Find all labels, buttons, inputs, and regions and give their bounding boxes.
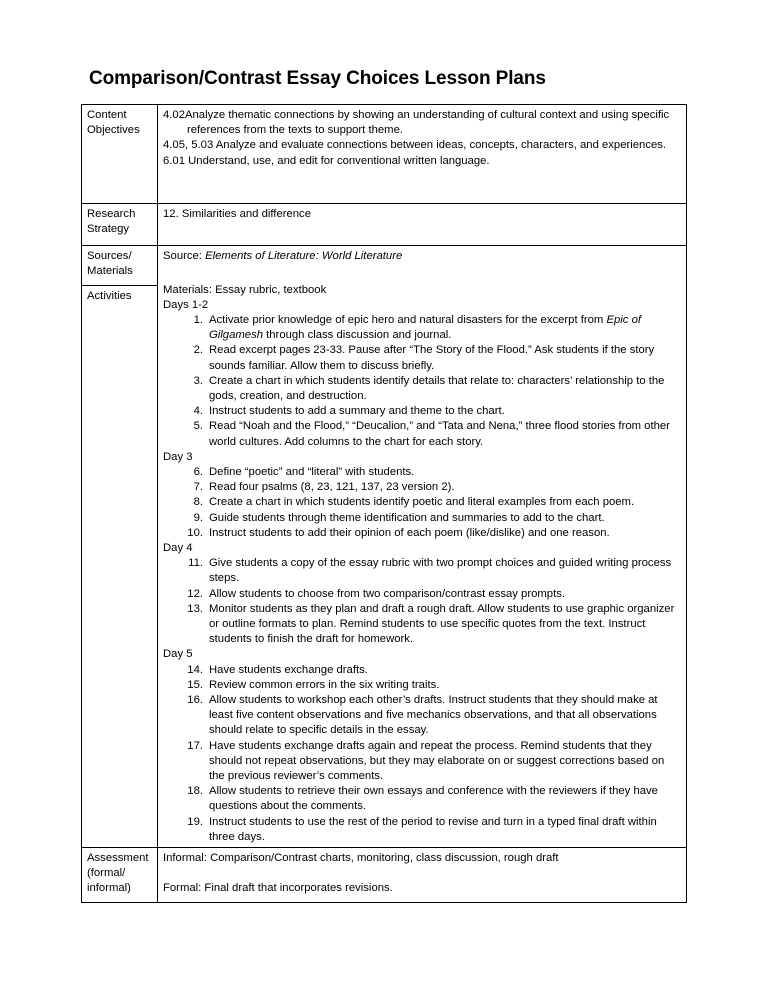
- step-text: Read four psalms (8, 23, 121, 137, 23 version 2).: [209, 481, 455, 494]
- objective-item: 4.05, 5.03 Analyze and evaluate connections between ideas, concepts, characters, and experiences.: [163, 139, 667, 152]
- step-text: Instruct students to add their opinion of each poem (like/dislike) and one reason.: [209, 526, 610, 539]
- activity-step: [163, 739, 682, 785]
- activities-cell: [158, 283, 687, 848]
- step-list: [163, 663, 682, 845]
- step-list: [163, 465, 682, 541]
- step-number: 15.: [187, 678, 203, 691]
- objective-item: 6.01 Understand, use, and edit for conventional written language.: [163, 154, 490, 167]
- day-heading: Day 4: [163, 541, 193, 554]
- step-text: Have students exchange drafts.: [209, 663, 368, 676]
- step-number: 5.: [193, 420, 203, 433]
- step-text: Guide students through theme identification and summaries to add to the chart.: [209, 511, 605, 524]
- objectives-row: [82, 105, 687, 204]
- step-number: 6.: [193, 465, 203, 478]
- sources-row: [82, 246, 687, 286]
- assessment-informal: Informal: Comparison/Contrast charts, monitoring, class discussion, rough draft: [163, 852, 559, 865]
- research-row: [82, 204, 687, 246]
- step-number: 7.: [193, 481, 203, 494]
- activities-label: Activities: [82, 286, 158, 848]
- day-heading: Day 3: [163, 450, 193, 463]
- activity-step: [163, 404, 682, 419]
- research-label: Research Strategy: [82, 204, 158, 246]
- activity-step: [163, 784, 682, 814]
- activity-step: [163, 495, 682, 510]
- step-text: Read “Noah and the Flood,” “Deucalion,” and “Tata and Nena,” three flood stories from other world cultures. Add columns to the chart for each story.: [209, 420, 670, 448]
- objectives-label: Content Objectives: [82, 105, 158, 204]
- source-title: Elements of Literature: World Literature: [205, 250, 403, 262]
- step-text: Instruct students to use the rest of the period to revise and turn in a typed final draft within three days.: [209, 815, 657, 843]
- activity-step: [163, 602, 682, 648]
- sources-label: Sources/ Materials: [82, 246, 158, 286]
- activity-step: [163, 511, 682, 526]
- step-text: Read excerpt pages 23-33. Pause after “The Story of the Flood.” Ask students if the story sounds familiar. Allow them to discuss briefly.: [209, 344, 655, 372]
- activity-step: [163, 678, 682, 693]
- activity-step: [163, 313, 682, 343]
- activity-step: [163, 480, 682, 495]
- step-text: Allow students to choose from two comparison/contrast essay prompts.: [209, 587, 566, 600]
- step-number: 9.: [193, 511, 203, 524]
- step-text: Instruct students to add a summary and theme to the chart.: [209, 405, 505, 418]
- page-title: Comparison/Contrast Essay Choices Lesson Plans: [89, 68, 546, 89]
- step-italic-title: Epic of Gilgamesh: [209, 313, 642, 342]
- activities-row: [82, 286, 687, 848]
- assessment-formal: Formal: Final draft that incorporates revisions.: [163, 882, 393, 895]
- lesson-plan-table: [81, 104, 687, 903]
- step-number: 3.: [193, 374, 203, 387]
- activity-step: [163, 419, 682, 449]
- step-number: 4.: [193, 405, 203, 418]
- step-list: [163, 313, 682, 450]
- step-number: 13.: [187, 602, 203, 615]
- step-number: 14.: [187, 663, 203, 676]
- step-text: Activate prior knowledge of epic hero and natural disasters for the excerpt from: [209, 313, 607, 326]
- step-list: [163, 556, 682, 647]
- step-text-cont: through class discussion and journal.: [263, 329, 452, 342]
- activity-step: [163, 663, 682, 678]
- activities-days: [163, 298, 682, 845]
- assessment-row: [82, 848, 687, 903]
- step-text: Give students a copy of the essay rubric with two prompt choices and guided writing process steps.: [209, 557, 672, 585]
- assessment-label: Assessment (formal/ informal): [82, 848, 158, 903]
- activity-step: [163, 526, 682, 541]
- assessment-cell: [158, 848, 687, 903]
- source-prefix: Source:: [163, 250, 206, 262]
- objective-item: 4.02Analyze thematic connections by showing an understanding of cultural context and using specific references from the texts to support theme.: [163, 109, 670, 137]
- step-text: Review common errors in the six writing traits.: [209, 678, 440, 691]
- activity-step: [163, 693, 682, 739]
- step-text: Create a chart in which students identify poetic and literal examples from each poem.: [209, 496, 635, 509]
- activity-step: [163, 343, 682, 373]
- step-number: 1.: [193, 313, 203, 326]
- step-text: Allow students to retrieve their own essays and conference with the reviewers if they have questions about the comments.: [209, 785, 658, 813]
- step-text: Create a chart in which students identify details that relate to: characters’ relationship to the gods, creation, and destruction.: [209, 374, 665, 402]
- activity-step: [163, 815, 682, 845]
- step-number: 19.: [187, 815, 203, 828]
- sources-cell: [158, 246, 687, 286]
- step-number: 12.: [187, 587, 203, 600]
- step-text: Define “poetic” and “literal” with students.: [209, 465, 415, 478]
- step-number: 11.: [188, 557, 203, 570]
- research-text: 12. Similarities and difference: [158, 204, 687, 246]
- step-text: Allow students to workshop each other’s drafts. Instruct students that they should make at least five content observations and five mechanics observations, and that all observations should relate to specific details in the essay.: [209, 693, 658, 737]
- day-heading: Day 5: [163, 648, 193, 661]
- step-number: 17.: [187, 739, 203, 752]
- step-number: 8.: [193, 496, 203, 509]
- activity-step: [163, 465, 682, 480]
- step-number: 2.: [193, 344, 203, 357]
- activity-step: [163, 556, 682, 586]
- step-text: Have students exchange drafts again and repeat the process. Remind students that they should not repeat observations, but they may elaborate on or suggest corrections based on the previous reviewer’s comments.: [209, 739, 665, 782]
- day-heading: Days 1-2: [163, 298, 209, 311]
- step-number: 16.: [187, 693, 203, 706]
- activity-step: [163, 587, 682, 602]
- materials-line: Materials: Essay rubric, textbook: [163, 283, 327, 296]
- step-number: 18.: [187, 785, 203, 798]
- step-number: 10.: [187, 526, 203, 539]
- step-text: Monitor students as they plan and draft a rough draft. Allow students to use graphic organizer or outline formats to plan. Remind students to use specific quotes from the text. Instruct students to finish the draft for homework.: [209, 602, 675, 646]
- objectives-cell: [158, 105, 687, 204]
- activity-step: [163, 374, 682, 404]
- source-line: [163, 249, 682, 264]
